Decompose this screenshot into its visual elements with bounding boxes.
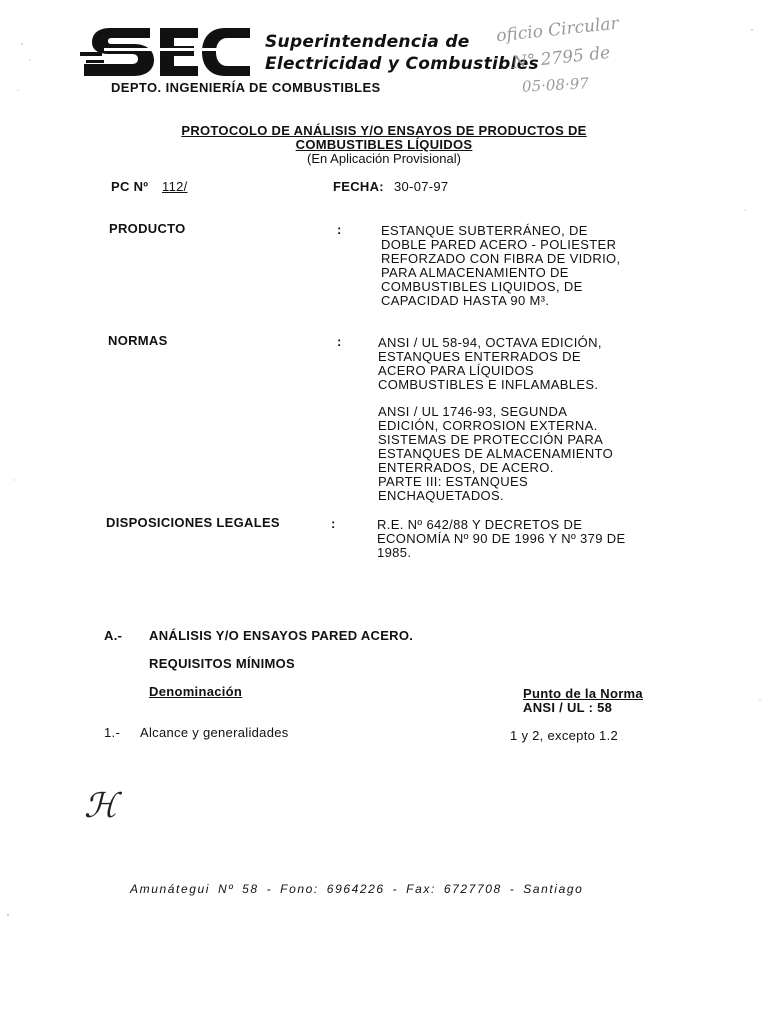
document-subtitle: (En Aplicación Provisional) [307,151,461,166]
item-norm-point: 1 y 2, excepto 1.2 [510,728,619,743]
disposiciones-label: DISPOSICIONES LEGALES [106,515,280,530]
fecha-label: FECHA: [333,179,384,194]
producto-colon: : [337,222,342,237]
producto-line: COMBUSTIBLES LIQUIDOS, DE [381,279,583,294]
normas-line: SISTEMAS DE PROTECCIÓN PARA [378,432,604,447]
disposiciones-line: 1985. [377,545,412,560]
requisitos-heading: REQUISITOS MÍNIMOS [149,656,296,671]
handwritten-note-line1: oficio Circular [495,13,620,47]
normas-label: NORMAS [108,333,168,348]
document-title-line2: COMBUSTIBLES LÍQUIDOS [295,137,473,152]
normas-line: COMBUSTIBLES E INFLAMABLES. [378,377,599,392]
footer-address: Amunátegui Nº 58 - Fono: 6964226 - Fax: 6727708 - Santiago [130,882,584,896]
producto-line: PARA ALMACENAMIENTO DE [381,265,569,280]
producto-line: CAPACIDAD HASTA 90 M³. [381,293,550,308]
document-title-line1: PROTOCOLO DE ANÁLISIS Y/O ENSAYOS DE PRODUCTOS DE [181,123,587,138]
normas-line: ESTANQUES DE ALMACENAMIENTO [378,446,614,461]
normas-line: ENTERRADOS, DE ACERO. [378,460,554,475]
item-number: 1.- [104,725,121,740]
normas-line: PARTE III: ESTANQUES [378,474,529,489]
normas-line: EDICIÓN, CORROSION EXTERNA. [378,418,598,433]
disposiciones-text [377,518,697,560]
normas-line: ANSI / UL 58-94, OCTAVA EDICIÓN, [378,335,602,350]
section-a-prefix: A.- [104,628,123,643]
producto-label: PRODUCTO [109,221,186,236]
disposiciones-line: ECONOMÍA Nº 90 DE 1996 Y Nº 379 DE [377,531,626,546]
sec-logo [80,22,252,84]
margin-handwritten-mark: ℋ [84,786,118,826]
handwritten-note-line2: N° 2795 de [511,42,612,74]
org-name-line2: Electricidad y Combustibles [265,54,539,74]
denominacion-header: Denominación [149,684,243,699]
disposiciones-colon: : [331,516,336,531]
punto-norma-header: Punto de la Norma [523,686,643,701]
normas-line: ESTANQUES ENTERRADOS DE [378,349,581,364]
pc-number: 112/ [162,179,188,194]
producto-line: DOBLE PARED ACERO - POLIESTER [381,237,617,252]
producto-line: ESTANQUE SUBTERRÁNEO, DE [381,223,588,238]
normas-line: ENCHAQUETADOS. [378,488,505,503]
normas-line: ACERO PARA LÍQUIDOS [378,363,534,378]
normas-block2 [378,405,698,503]
normas-line: ANSI / UL 1746-93, SEGUNDA [378,404,568,419]
ansi-ul-header: ANSI / UL : 58 [523,700,613,715]
org-name-line1: Superintendencia de [265,32,470,52]
pc-label: PC Nº [111,179,149,194]
normas-colon: : [337,334,342,349]
normas-block1 [378,336,698,392]
disposiciones-line: R.E. Nº 642/88 Y DECRETOS DE [377,517,583,532]
section-a-title: ANÁLISIS Y/O ENSAYOS PARED ACERO. [149,628,414,643]
fecha-value: 30-07-97 [394,179,449,194]
producto-description [381,224,681,308]
handwritten-note-line3: 05·08·97 [521,74,590,96]
item-name: Alcance y generalidades [140,725,289,740]
producto-line: REFORZADO CON FIBRA DE VIDRIO, [381,251,621,266]
department-name: DEPTO. INGENIERÍA DE COMBUSTIBLES [111,80,381,95]
